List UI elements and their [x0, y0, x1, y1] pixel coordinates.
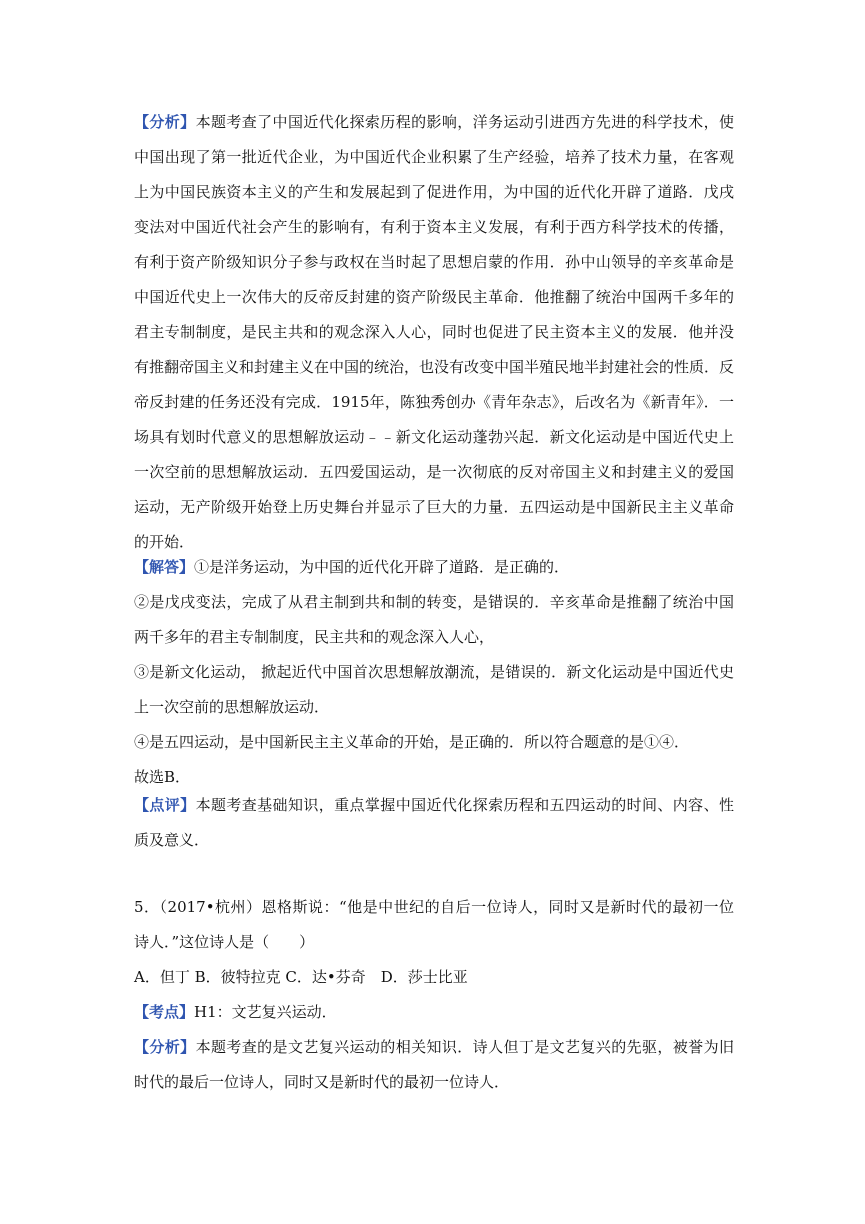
analysis-line-3: 上为中国民族资本主义的产生和发展起到了促进作用，为中国的近代化开辟了道路．戊戌 [134, 183, 734, 201]
answer-line-5: 上一次空前的思想解放运动． [134, 698, 330, 716]
comment-tag: 【点评】 [134, 796, 196, 814]
analysis-line-9: 帝反封建的任务还没有完成．1915年，陈独秀创办《青年杂志》，后改名为《新青年》．一 [134, 393, 734, 411]
answer-line-3: 两千多年的君主专制制度，民主共和的观念深入人心， [134, 628, 495, 646]
question-5-analysis-tag: 【分析】 [134, 1038, 196, 1056]
question-5-stem-line-2: 诗人．”这位诗人是（ ） [134, 933, 315, 951]
analysis-line-6: 中国近代史上一次伟大的反帝反封建的资产阶级民主革命．他推翻了统治中国两千多年的 [134, 288, 734, 306]
answer-line-6: ④是五四运动，是中国新民主主义革命的开始，是正确的．所以符合题意的是①④． [134, 733, 690, 751]
point-tag: 【考点】 [134, 1003, 195, 1021]
answer-line-4: ③是新文化运动， 掀起近代中国首次思想解放潮流，是错误的．新文化运动是中国近代史 [134, 663, 734, 681]
comment-line-2: 质及意义． [134, 831, 210, 849]
analysis-line-13: 的开始． [134, 533, 195, 551]
analysis-line-7: 君主专制制度，是民主共和的观念深入人心，同时也促进了民主资本主义的发展．他并没 [134, 323, 734, 341]
comment-line-1: 【点评】本题考查基础知识，重点掌握中国近代化探索历程和五四运动的时间、内容、性 [134, 796, 734, 814]
question-5-analysis-line-2: 时代的最后一位诗人，同时又是新时代的最初一位诗人． [134, 1073, 510, 1091]
answer-line-1: 【解答】①是洋务运动，为中国的近代化开辟了道路．是正确的． [134, 558, 570, 576]
analysis-line-8: 有推翻帝国主义和封建主义在中国的统治，也没有改变中国半殖民地半封建社会的性质．反 [134, 358, 735, 376]
question-5-analysis-line-1: 【分析】本题考查的是文艺复兴运动的相关知识．诗人但丁是文艺复兴的先驱，被誉为旧 [134, 1038, 734, 1056]
answer-tag: 【解答】 [134, 558, 195, 576]
analysis-line-2: 中国出现了第一批近代企业，为中国近代企业积累了生产经验，培养了技术力量，在客观 [134, 148, 734, 166]
analysis-line-5: 有利于资产阶级知识分子参与政权在当时起了思想启蒙的作用．孙中山领导的辛亥革命是 [134, 253, 734, 271]
analysis-line-10: 场具有划时代意义的思想解放运动﹣﹣新文化运动蓬勃兴起．新文化运动是中国近代史上 [134, 428, 734, 446]
analysis-line-1: 【分析】本题考查了中国近代化探索历程的影响，洋务运动引进西方先进的科学技术，使 [134, 113, 734, 131]
question-5-point: 【考点】H1：文艺复兴运动． [134, 1003, 337, 1021]
analysis-line-11: 一次空前的思想解放运动．五四爱国运动，是一次彻底的反对帝国主义和封建主义的爱国 [134, 463, 734, 481]
question-5-stem-line-1: 5．（2017•杭州）恩格斯说：“他是中世纪的自后一位诗人，同时又是新时代的最初一位 [134, 898, 734, 916]
analysis-tag: 【分析】 [134, 113, 196, 131]
answer-line-7: 故选B． [134, 768, 191, 786]
question-5-options: A．但丁 B．彼特拉克 C．达•芬奇 D．莎士比亚 [134, 968, 468, 986]
analysis-line-4: 变法对中国近代社会产生的影响有，有利于资本主义发展，有利于西方科学技术的传播， [134, 218, 734, 236]
answer-line-2: ②是戊戌变法，完成了从君主制到共和制的转变，是错误的．辛亥革命是推翻了统治中国 [134, 593, 734, 611]
analysis-line-12: 运动，无产阶级开始登上历史舞台并显示了巨大的力量．五四运动是中国新民主主义革命 [134, 498, 734, 516]
